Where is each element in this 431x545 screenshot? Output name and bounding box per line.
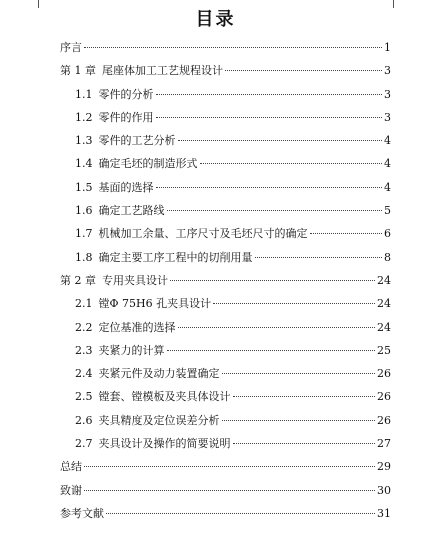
dot-leader (84, 47, 382, 48)
toc-entry-label: 镗套、镗模板及夹具体设计 (98, 390, 231, 404)
toc-entry-label: 夹紧力的计算 (98, 343, 165, 357)
dot-leader (200, 163, 383, 164)
toc-entry-label: 尾座体加工工艺规程设计 (102, 64, 223, 78)
toc-entry[interactable] (60, 106, 391, 129)
toc-entry-number: 1.3 (75, 134, 93, 148)
toc-entry-label: 专用夹具设计 (102, 273, 168, 287)
toc-entry-label: 确定主要工序工程中的切削用量 (98, 250, 253, 264)
toc-entry[interactable] (60, 36, 391, 59)
toc-entry[interactable] (60, 269, 391, 292)
toc-entry-page-number: 30 (377, 483, 391, 497)
toc-entry-label: 总结 (60, 460, 82, 474)
toc-entry[interactable] (60, 292, 391, 315)
toc-entry-label: 零件的工艺分析 (98, 134, 176, 148)
dot-leader (255, 257, 383, 258)
toc-entry-page-number: 3 (384, 64, 391, 78)
dot-leader (310, 233, 383, 234)
toc-entry-number: 1.1 (75, 87, 93, 101)
toc-entry-number: 2.5 (75, 390, 93, 404)
toc-entry-number: 2.3 (75, 343, 93, 357)
dot-leader (170, 280, 375, 281)
dot-leader (233, 396, 376, 397)
dot-leader (167, 350, 376, 351)
toc-entry[interactable] (60, 432, 391, 455)
toc-entry-number: 2.7 (75, 437, 93, 451)
dot-leader (233, 443, 376, 444)
dot-leader (84, 466, 375, 467)
toc-entry[interactable] (60, 246, 391, 269)
toc-entry-label: 夹紧元件及动力装置确定 (98, 367, 220, 381)
toc-entry-page-number: 24 (377, 273, 391, 287)
toc-entry-page-number: 25 (377, 343, 391, 357)
toc-entry[interactable] (60, 152, 391, 175)
toc-entry-page-number: 6 (384, 227, 391, 241)
dot-leader (156, 117, 383, 118)
toc-entry-page-number: 26 (377, 413, 391, 427)
dot-leader (225, 70, 382, 71)
toc-entry-page-number: 31 (377, 506, 391, 520)
toc-entry[interactable] (60, 385, 391, 408)
toc-entry-label: 序言 (60, 41, 82, 54)
table-of-contents (60, 36, 391, 525)
toc-entry-page-number: 27 (377, 437, 391, 451)
toc-entry-label: 机械加工余量、工序尺寸及毛坯尺寸的确定 (98, 227, 308, 241)
toc-entry-number: 2.2 (75, 320, 93, 334)
dot-leader (106, 513, 375, 514)
dot-leader (222, 373, 376, 374)
dot-leader (156, 94, 383, 95)
toc-entry-page-number: 3 (384, 87, 391, 101)
toc-entry-number: 1.8 (75, 250, 93, 264)
toc-entry[interactable] (60, 59, 391, 82)
dot-leader (178, 327, 376, 328)
toc-entry[interactable] (60, 455, 391, 478)
page-corner-mark-left (38, 0, 39, 8)
toc-entry-page-number: 4 (384, 134, 391, 148)
toc-entry-label: 零件的作用 (98, 110, 154, 124)
toc-entry-number: 1.4 (75, 157, 93, 171)
toc-entry-page-number: 4 (384, 157, 391, 171)
toc-entry[interactable] (60, 409, 391, 432)
toc-entry[interactable] (60, 176, 391, 199)
toc-entry[interactable] (60, 222, 391, 245)
dot-leader (167, 210, 383, 211)
toc-entry-label: 确定毛坯的制造形式 (98, 157, 198, 171)
dot-leader (178, 140, 383, 141)
toc-entry-label: 夹具设计及操作的简要说明 (98, 437, 231, 451)
dot-leader (213, 303, 375, 304)
toc-entry-page-number: 26 (377, 367, 391, 381)
toc-entry-label: 确定工艺路线 (98, 204, 165, 218)
toc-entry-page-number: 26 (377, 390, 391, 404)
toc-entry-number: 2.4 (75, 367, 93, 381)
toc-entry-number: 2.1 (75, 297, 93, 311)
toc-entry-label: 致谢 (60, 483, 82, 497)
dot-leader (156, 187, 383, 188)
toc-title: 目录 (195, 9, 236, 30)
toc-entry[interactable] (60, 479, 391, 502)
toc-entry[interactable] (60, 83, 391, 106)
toc-entry[interactable] (60, 362, 391, 385)
toc-entry-label: 夹具精度及定位误差分析 (98, 413, 220, 427)
toc-entry-number: 第 2 章 (60, 273, 96, 287)
toc-entry-page-number: 3 (384, 110, 391, 124)
toc-entry-number: 第 1 章 (60, 64, 96, 78)
toc-entry-number: 1.5 (75, 180, 93, 194)
toc-entry-label: 定位基准的选择 (98, 320, 176, 334)
toc-entry-page-number: 4 (384, 180, 391, 194)
toc-entry-number: 1.2 (75, 110, 93, 124)
toc-entry[interactable] (60, 199, 391, 222)
toc-entry-page-number: 5 (384, 204, 391, 218)
toc-entry-label: 零件的分析 (98, 87, 154, 101)
toc-entry-number: 1.7 (75, 227, 93, 241)
toc-entry-number: 2.6 (75, 413, 93, 427)
toc-entry[interactable] (60, 502, 391, 525)
toc-entry-page-number: 29 (377, 460, 391, 474)
toc-entry-label: 镗Φ 75H6 孔夹具设计 (98, 297, 212, 311)
toc-entry-page-number: 24 (377, 297, 391, 311)
toc-entry-label: 参考文献 (60, 506, 104, 520)
toc-entry-label: 基面的选择 (98, 180, 154, 194)
toc-entry-page-number: 24 (377, 320, 391, 334)
toc-entry-page-number: 8 (384, 250, 391, 264)
dot-leader (222, 420, 376, 421)
dot-leader (84, 490, 375, 491)
toc-entry-page-number: 1 (384, 41, 391, 54)
toc-entry[interactable] (60, 129, 391, 152)
toc-entry-number: 1.6 (75, 204, 93, 218)
toc-entry[interactable] (60, 339, 391, 362)
page-corner-mark-right (393, 0, 394, 8)
toc-entry[interactable] (60, 316, 391, 339)
